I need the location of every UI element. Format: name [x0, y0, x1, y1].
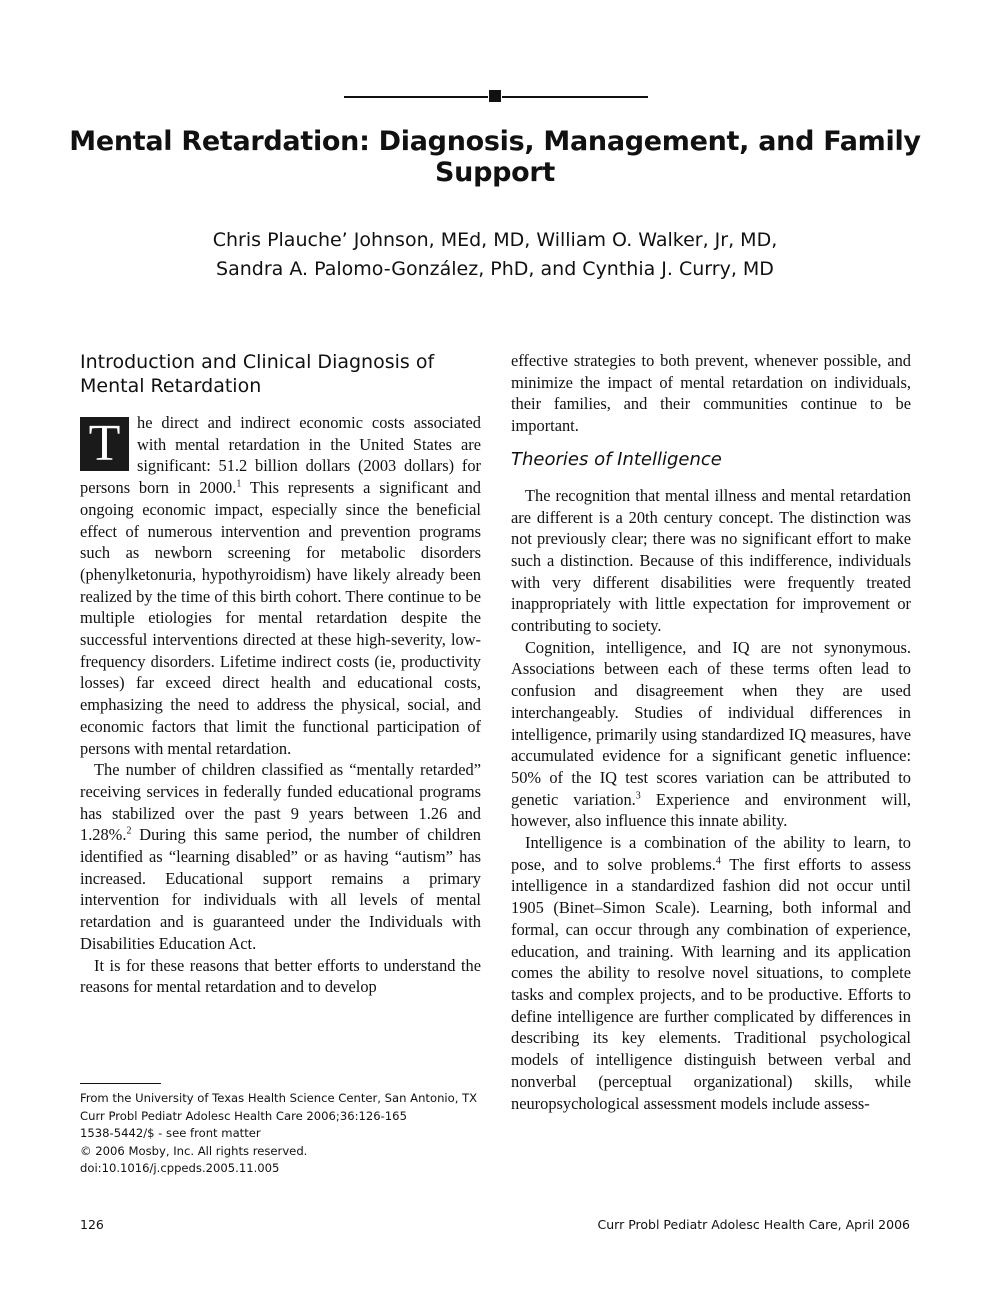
paragraph-text: Experience and environment will, however, also influence this innate ability. — [511, 789, 911, 831]
paragraph-theories-2 — [511, 637, 911, 832]
reference-marker: 2 — [126, 825, 132, 837]
footnote-citation: Curr Probl Pediatr Adolesc Health Care 2006;36:126-165 — [80, 1108, 407, 1123]
reference-marker: 4 — [715, 855, 721, 867]
paragraph-text: he direct and indirect economic costs associated with mental retardation in the United States are significant: 51.2 billion dollars (2003 dollars) for persons born in 2000. — [80, 413, 481, 498]
page-number: 126 — [80, 1217, 104, 1232]
paragraph-theories-1: The recognition that mental illness and mental retardation are different is a 20th century concept. The distinction was not previously clear; there was no significant effort to make such a distinction. Because of this indifference, individuals with very different disabilities were frequently treated inappropriately with little expectation for improvement or contributing to society. — [511, 485, 911, 636]
paragraph-theories-3 — [511, 832, 911, 1114]
author-list — [100, 226, 890, 284]
footnote-rule — [80, 1083, 161, 1084]
article-title: Mental Retardation: Diagnosis, Management, and Family Support — [69, 126, 921, 188]
footnote-copyright: © 2006 Mosby, Inc. All rights reserved. — [80, 1143, 308, 1158]
section-heading-introduction: Introduction and Clinical Diagnosis of Mental Retardation — [80, 351, 435, 397]
right-column — [511, 350, 911, 1114]
reference-marker: 3 — [635, 790, 641, 802]
left-column — [80, 350, 481, 998]
footnote-affiliation: From the University of Texas Health Science Center, San Antonio, TX — [80, 1091, 478, 1105]
paragraph-text: During this same period, the number of children identified as “learning disabled” or as having “autism” has increased. Educational support remains a primary intervention for individuals with all levels of mental retardation and is guaranteed under the Individuals with Disabilities Education Act. — [80, 825, 481, 953]
section-heading-theories: Theories of Intelligence — [511, 448, 722, 470]
footnote-issn: 1538-5442/$ - see front matter — [80, 1126, 261, 1140]
paragraph-text: Cognition, intelligence, and IQ are not synonymous. Associations between each of these terms often lead to confusion and disagreement when they are used interchangeably. Studies of individual differences in intelligence, primarily using standardized IQ measures, have accumulated evidence for a significant genetic influence: 50% of the IQ test scores variation can be attributed to genetic variation. — [511, 637, 911, 809]
paragraph-text: This represents a significant and ongoing economic impact, especially since the beneficial effect of numerous intervention and prevention programs such as newborn screening for metabolic disorders (phenylketonuria, hypothyroidism) have likely already been realized by the time of this birth cohort. There continue to be multiple etiologies for mental retardation despite the successful interventions directed at these high-severity, low-frequency disorders. Lifetime indirect costs (ie, productivity losses) far exceed direct health and educational costs, emphasizing the need to address the physical, social, and economic factors that limit the functional participation of persons with mental retardation. — [80, 478, 481, 758]
footnote-block — [80, 1090, 500, 1178]
ornament-rule-left — [344, 96, 488, 98]
author-line-1: Chris Plauche’ Johnson, MEd, MD, William O. Walker, Jr, MD, — [212, 229, 778, 251]
paragraph-intro-2 — [80, 759, 481, 954]
paragraph-continued: effective strategies to both prevent, whenever possible, and minimize the impact of mental retardation on individuals, their families, and their communities continue to be important. — [511, 351, 911, 436]
title-ornament — [344, 90, 648, 104]
paragraph-intro-3: It is for these reasons that better efforts to understand the reasons for mental retardation and to develop — [80, 955, 481, 997]
footnote-doi: doi:10.1016/j.cppeds.2005.11.005 — [80, 1161, 280, 1175]
journal-footer: Curr Probl Pediatr Adolesc Health Care, April 2006 — [597, 1217, 910, 1232]
reference-marker: 1 — [236, 478, 242, 490]
drop-cap: T — [80, 417, 129, 471]
ornament-rule-right — [502, 96, 648, 98]
paragraph-text: The number of children classified as “mentally retarded” receiving services in federally funded educational programs has stabilized over the past 9 years between 1.26 and 1.28%. — [80, 760, 481, 845]
paragraph-text: The first efforts to assess intelligence in a standardized fashion did not occur until 1905 (Binet–Simon Scale). Learning, both informal and formal, can occur through any combination of experience, education, and training. With learning and its application comes the ability to resolve novel situations, to complete tasks and complex projects, and to be productive. Efforts to define intelligence are further complicated by differences in describing its key elements. Traditional psychological models of intelligence distinguish between verbal and nonverbal (perceptual organizational) skills, while neuropsychological assessment models include assess- — [511, 854, 911, 1113]
ornament-square — [489, 90, 501, 102]
paragraph-intro-1 — [80, 412, 481, 759]
author-line-2: Sandra A. Palomo-González, PhD, and Cynthia J. Curry, MD — [216, 258, 774, 280]
paragraph-text: Intelligence is a combination of the ability to learn, to pose, and to solve problems. — [511, 833, 911, 874]
